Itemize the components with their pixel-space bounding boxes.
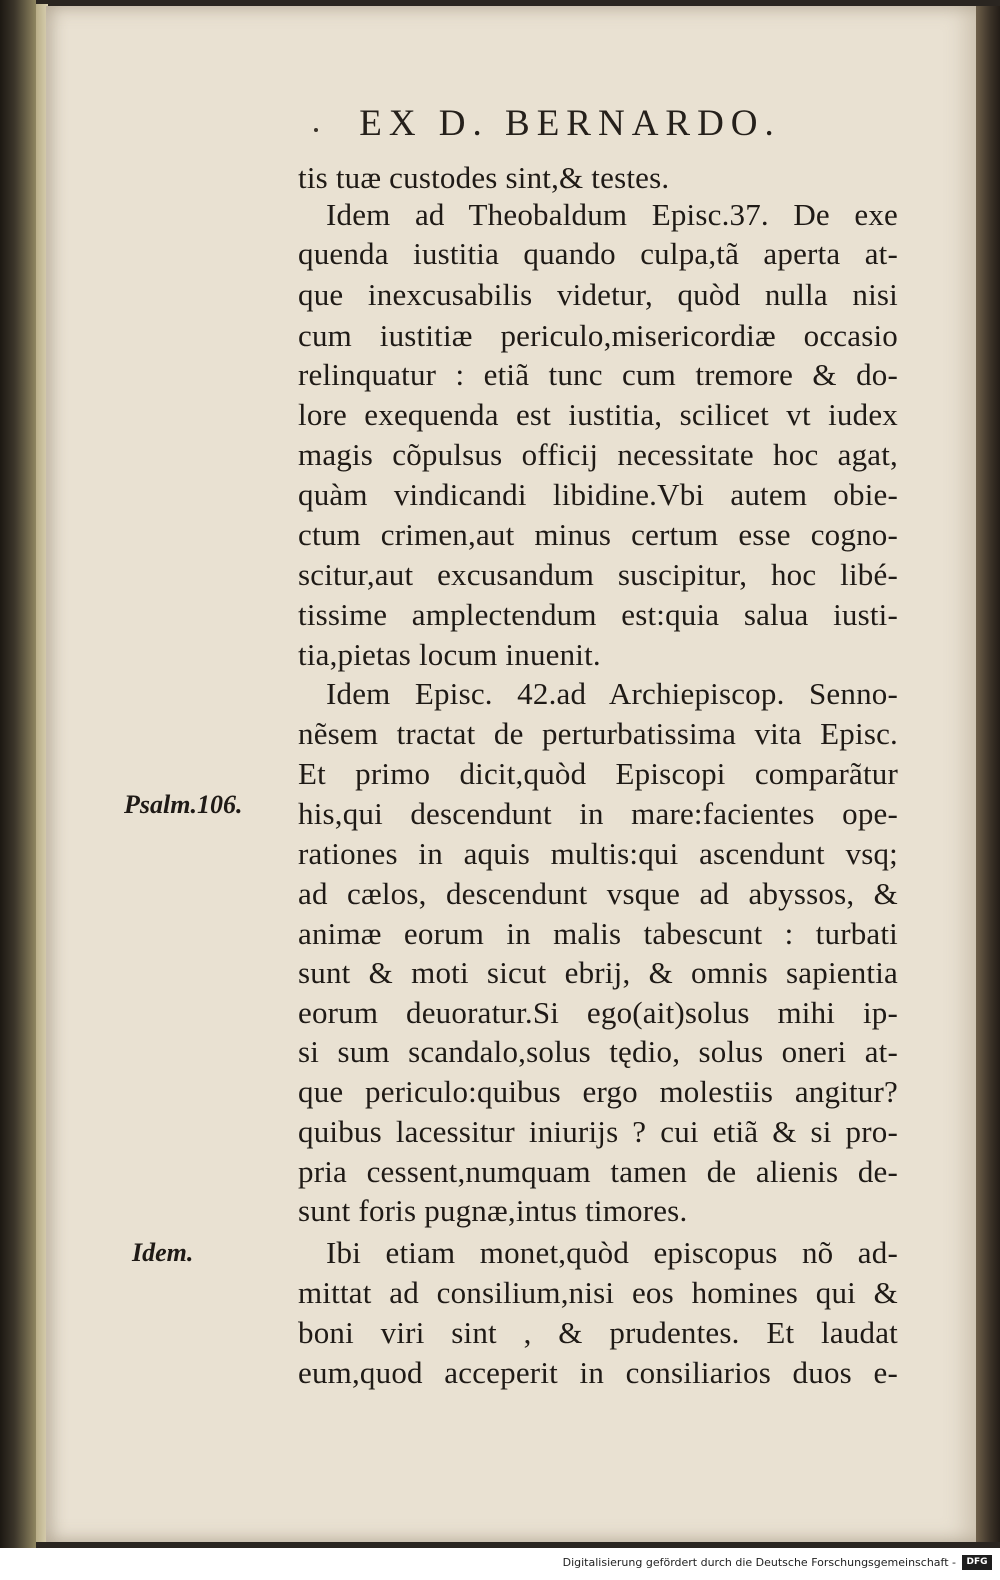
text-line: relinquatur : etiã tunc cum tremore & do- — [298, 357, 898, 392]
margin-note-psalm: Psalm.106. — [124, 790, 243, 819]
text-line: quibus lacessitur iniurijs ? cui etiã & si pro- — [298, 1114, 898, 1149]
dfg-logo: DFG — [962, 1555, 992, 1570]
text-line: ad cælos, descendunt vsque ad abyssos, & — [298, 876, 898, 911]
text-line: tia,pietas locum inuenit. — [298, 637, 601, 672]
text-line: mittat ad consilium,nisi eos homines qui & — [298, 1275, 898, 1310]
book-binding — [0, 0, 36, 1548]
digitization-footer — [0, 1548, 1000, 1580]
text-line: tissime amplectendum est:quia salua iusti- — [298, 597, 898, 632]
text-line: Ibi etiam monet,quòd episcopus nõ ad- — [326, 1235, 898, 1270]
text-line: scitur,aut excusandum suscipitur, hoc libé- — [298, 557, 898, 592]
text-line: tis tuæ custodes sint,& testes. — [298, 160, 670, 195]
text-line: que periculo:quibus ergo molestiis angitur? — [298, 1074, 898, 1109]
text-line: quenda iustitia quando culpa,tã aperta at- — [298, 236, 898, 271]
text-line: ctum crimen,aut minus certum esse cogno- — [298, 517, 898, 552]
text-line: si sum scandalo,solus tędio, solus oneri at- — [298, 1034, 898, 1069]
running-head: EX D. BERNARDO. — [359, 103, 781, 144]
text-line: pria cessent,numquam tamen de alienis de- — [298, 1154, 898, 1189]
page-edge-shadow — [976, 6, 1000, 1542]
text-line: nẽsem tractat de perturbatissima vita Episc. — [298, 716, 898, 751]
text-line: sunt foris pugnæ,intus timores. — [298, 1193, 688, 1228]
margin-note-idem: Idem. — [132, 1238, 194, 1267]
text-line: quàm vindicandi libidine.Vbi autem obie- — [298, 477, 898, 512]
text-line: Idem ad Theobaldum Episc.37. De exe — [326, 197, 898, 232]
text-line: Idem Episc. 42.ad Archiepiscop. Senno- — [326, 676, 898, 711]
text-line: eorum deuoratur.Si ego(ait)solus mihi ip- — [298, 995, 898, 1030]
text-line: lore exequenda est iustitia, scilicet vt iudex — [298, 397, 898, 432]
footer-credit: Digitalisierung gefördert durch die Deutsche Forschungsgemeinschaft - — [562, 1556, 956, 1569]
text-line: magis cõpulsus officij necessitate hoc agat, — [298, 437, 898, 472]
text-line: rationes in aquis multis:qui ascendunt vsq; — [298, 836, 898, 871]
text-line: animæ eorum in malis tabescunt : turbati — [298, 916, 898, 951]
text-line: Et primo dicit,quòd Episcopi comparãtur — [298, 756, 898, 791]
text-line: cum iustitiæ periculo,misericordiæ occasio — [298, 318, 898, 353]
text-line: boni viri sint , & prudentes. Et laudat — [298, 1315, 898, 1350]
text-line: sunt & moti sicut ebrij, & omnis sapientia — [298, 955, 898, 990]
text-line: que inexcusabilis videtur, quòd nulla nisi — [298, 277, 898, 312]
text-line: eum,quod acceperit in consiliarios duos e- — [298, 1355, 898, 1390]
text-line: his,qui descendunt in mare:facientes ope- — [298, 796, 898, 831]
